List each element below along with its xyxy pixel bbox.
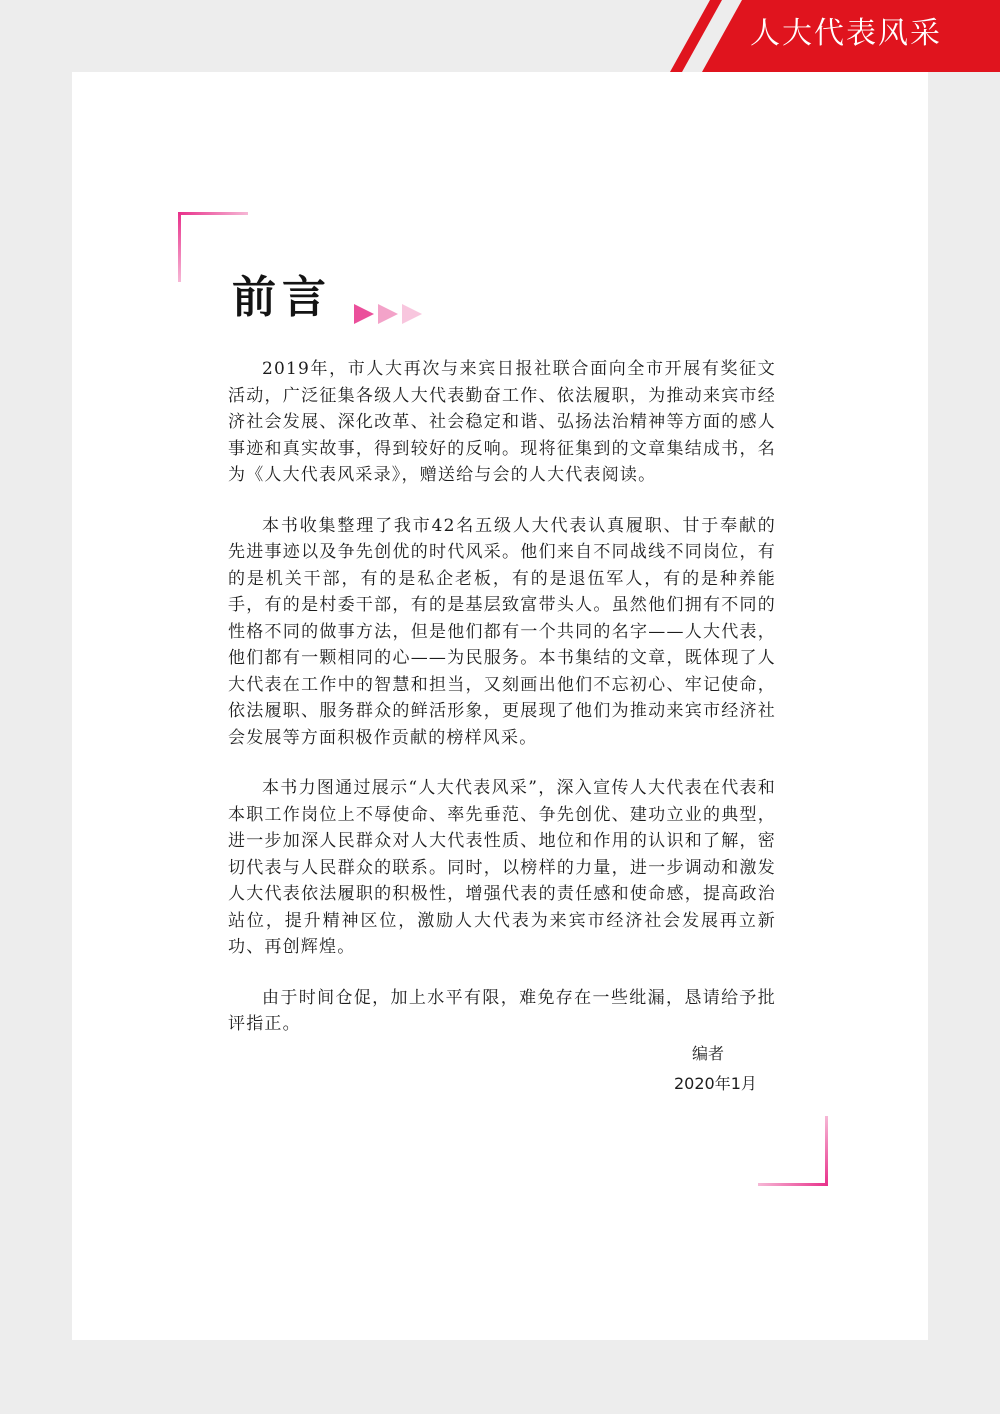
- preface-paragraph-1: 2019年，市人大再次与来宾日报社联合面向全市开展有奖征文活动，广泛征集各级人大代表勤奋工作、依法履职，为推动来宾市经济社会发展、深化改革、社会稳定和谐、弘扬法治精神等方面的感人事迹和真实故事，得到较好的反响。现将征集到的文章集结成书，名为《人大代表风采录》，赠送给与会的人大代表阅读。: [228, 359, 776, 485]
- triple-arrow-icon: [354, 302, 430, 326]
- header-band: [670, 0, 1000, 72]
- preface-body: [228, 356, 776, 1062]
- section-title: 人大代表风采: [750, 16, 942, 51]
- preface-paragraph-2: 本书收集整理了我市42名五级人大代表认真履职、甘于奉献的先进事迹以及争先创优的时代风采。他们来自不同战线不同岗位，有的是机关干部，有的是私企老板，有的是退伍军人，有的是种养能手，有的是村委干部，有的是基层致富带头人。虽然他们拥有不同的性格不同的做事方法，但是他们都有一个共同的名字——人大代表，他们都有一颗相同的心——为民服务。本书集结的文章，既体现了人大代表在工作中的智慧和担当，又刻画出他们不忘初心、牢记使命，依法履职、服务群众的鲜活形象，更展现了他们为推动来宾市经济社会发展等方面积极作贡献的榜样风采。: [228, 515, 776, 748]
- signature-date: 2020年1月: [674, 1074, 757, 1093]
- preface-paragraph-3: 本书力图通过展示“人大代表风采”，深入宣传人大代表在代表和本职工作岗位上不辱使命、率先垂范、争先创优、建功立业的典型，进一步加深人民群众对人大代表性质、地位和作用的认识和了解，密切代表与人民群众的联系。同时，以榜样的力量，进一步调动和激发人大代表依法履职的积极性，增强代表的责任感和使命感，提高政治站位，提升精神区位，激励人大代表为来宾市经济社会发展再立新功、再创辉煌。: [228, 778, 776, 957]
- page-title: 前言: [232, 272, 332, 323]
- signature-author: 编者: [692, 1044, 725, 1063]
- corner-bracket-bottom-right: [756, 1114, 828, 1186]
- preface-paragraph-4: 由于时间仓促，加上水平有限，难免存在一些纰漏，恳请给予批评指正。: [228, 987, 776, 1034]
- page-sheet: [72, 72, 928, 1340]
